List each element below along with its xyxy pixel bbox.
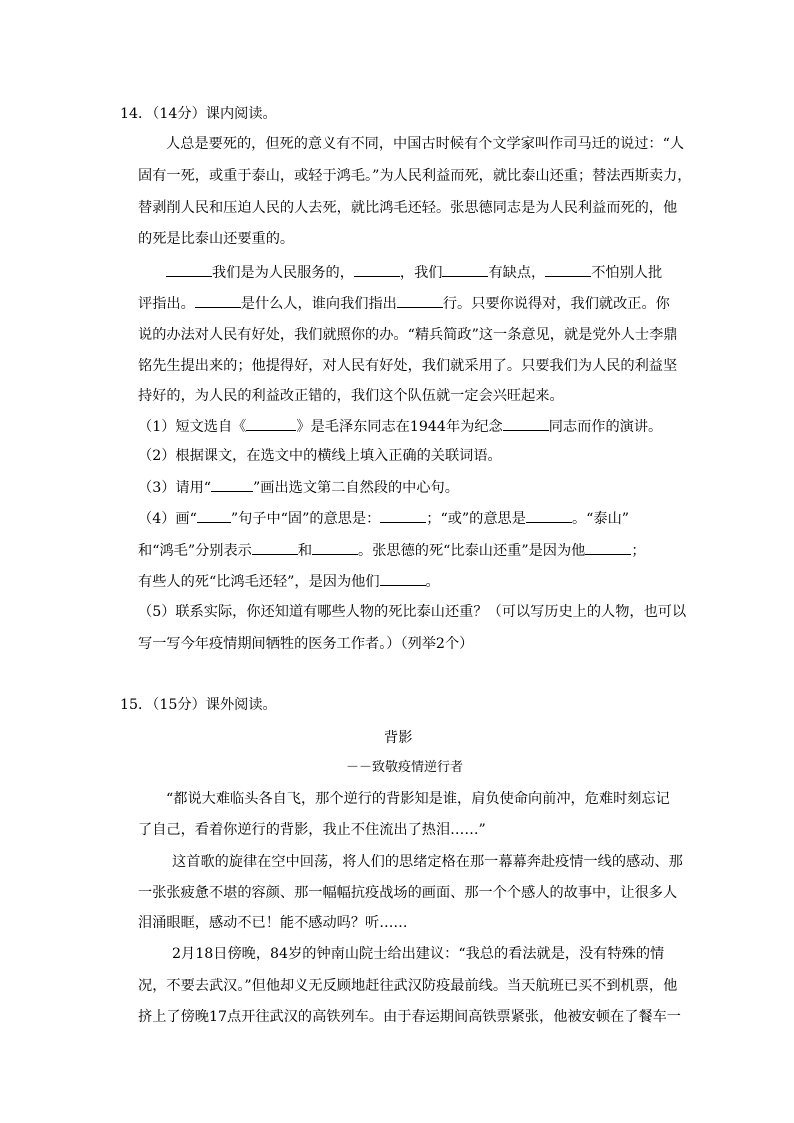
fill-blank[interactable]: [246, 416, 296, 431]
q14-sub-3: （3）请用“ ”画出选文第二自然段的中心句。: [138, 477, 459, 498]
q15-p1-line-2: 了自己，看着你逆行的背影，我止不住流出了热泪……”: [138, 822, 486, 838]
question-15-header: 15．（15分）课外阅读。: [120, 697, 277, 713]
q14-p2-line-2: 评指出。 是什么人，谁向我们指出 行。只要你说得对，我们就改正。你: [138, 293, 670, 314]
q15-p3-line-3: 挤上了傍晚17点开往武汉的高铁列车。由于春运期间高铁票紧张，他被安顿在了餐车一: [138, 1009, 681, 1025]
question-14-header: 14．（14分）课内阅读。: [120, 106, 277, 122]
fill-blank[interactable]: [585, 540, 631, 555]
fill-blank[interactable]: [197, 508, 231, 523]
q14-sub-4-line-3: 有些人的死“比鸿毛还轻”，是因为他们 。: [138, 571, 440, 592]
q14-p2-line-5: 持好的，为人民的利益改正错的，我们这个队伍就一定会兴旺起来。: [138, 388, 564, 404]
fill-blank[interactable]: [195, 293, 241, 308]
q14-p1-line-4: 的死是比泰山还要重的。: [138, 231, 295, 247]
q14-sub-2: （2）根据课文，在选文中的横线上填入正确的关联词语。: [138, 448, 502, 464]
q14-p2-line-4: 铭先生提出来的；他提得好，对人民有好处，我们就采用了。只要我们为人民的利益坚: [138, 358, 678, 374]
fill-blank[interactable]: [252, 540, 298, 555]
fill-blank[interactable]: [354, 262, 400, 277]
q15-p3-line-2: 况，不要去武汉。”但他却义无反顾地赶往武汉防疫最前线。当天航班已买不到机票，他: [138, 978, 678, 994]
fill-blank[interactable]: [380, 508, 426, 523]
q14-sub-1: （1）短文选自《 》是毛泽东同志在1944年为纪念 同志而作的演讲。: [138, 416, 662, 437]
q14-p1-line-2: 固有一死，或重于泰山，或轻于鸿毛。”为人民利益而死，就比泰山还重；替法西斯卖力，: [138, 168, 692, 184]
q15-p2-line-1: 这首歌的旋律在空中回荡，将人们的思绪定格在那一幕幕奔赴疫情一线的感动、那: [172, 854, 683, 870]
q14-sub-4-line-2: 和“鸿毛”分别表示 和 。张思德的死“比泰山还重”是因为他 ；: [138, 540, 646, 561]
fill-blank[interactable]: [545, 262, 591, 277]
q14-p2-line-1: 我们是为人民服务的， ，我们 有缺点， 不怕别人批: [166, 262, 662, 283]
q14-p1-line-1: 人总是要死的，但死的意义有不同，中国古时候有个文学家叫作司马迁的说过：“人: [166, 136, 685, 152]
q14-p2-line-3: 说的办法对人民有好处，我们就照你的办。“精兵简政”这一条意见，就是党外人士李鼎: [138, 327, 678, 343]
fill-blank[interactable]: [442, 262, 488, 277]
article-title: 背影: [384, 730, 413, 746]
q14-sub-5-line-2: 写一写今年疫情期间牺牲的医务工作者。）（列举2个）: [138, 636, 474, 652]
fill-blank[interactable]: [503, 416, 549, 431]
fill-blank[interactable]: [312, 540, 358, 555]
article-subtitle: －－致敬疫情逆行者: [346, 760, 464, 775]
q15-p3-line-1: 2月18日傍晚，84岁的钟南山院士给出建议：“我总的看法就是，没有特殊的情: [172, 946, 665, 962]
q14-p1-line-3: 替剥削人民和压迫人民的人去死，就比鸿毛还轻。张思德同志是为人民利益而死的，他: [138, 200, 678, 216]
q15-p2-line-2: 一张张疲惫不堪的容颜、那一幅幅抗疫战场的画面、那一个个感人的故事中，让很多人: [138, 885, 678, 901]
fill-blank[interactable]: [526, 508, 572, 523]
q15-p1-line-1: “都说大难临头各自飞，那个逆行的背影知是谁，肩负使命向前冲，危难时刻忘记: [166, 791, 670, 807]
fill-blank[interactable]: [211, 477, 253, 492]
q15-p2-line-3: 泪涌眼眶，感动不已！能不感动吗？听……: [138, 915, 408, 931]
fill-blank[interactable]: [166, 262, 212, 277]
fill-blank[interactable]: [380, 571, 426, 586]
q14-sub-4-line-1: （4）画“ ”句子中“固”的意思是： ；“或”的意思是 。“泰山”: [138, 508, 629, 529]
q14-sub-5-line-1: （5）联系实际，你还知道有哪些人物的死比泰山还重？（可以写历史上的人物，也可以: [138, 604, 687, 620]
fill-blank[interactable]: [397, 293, 443, 308]
